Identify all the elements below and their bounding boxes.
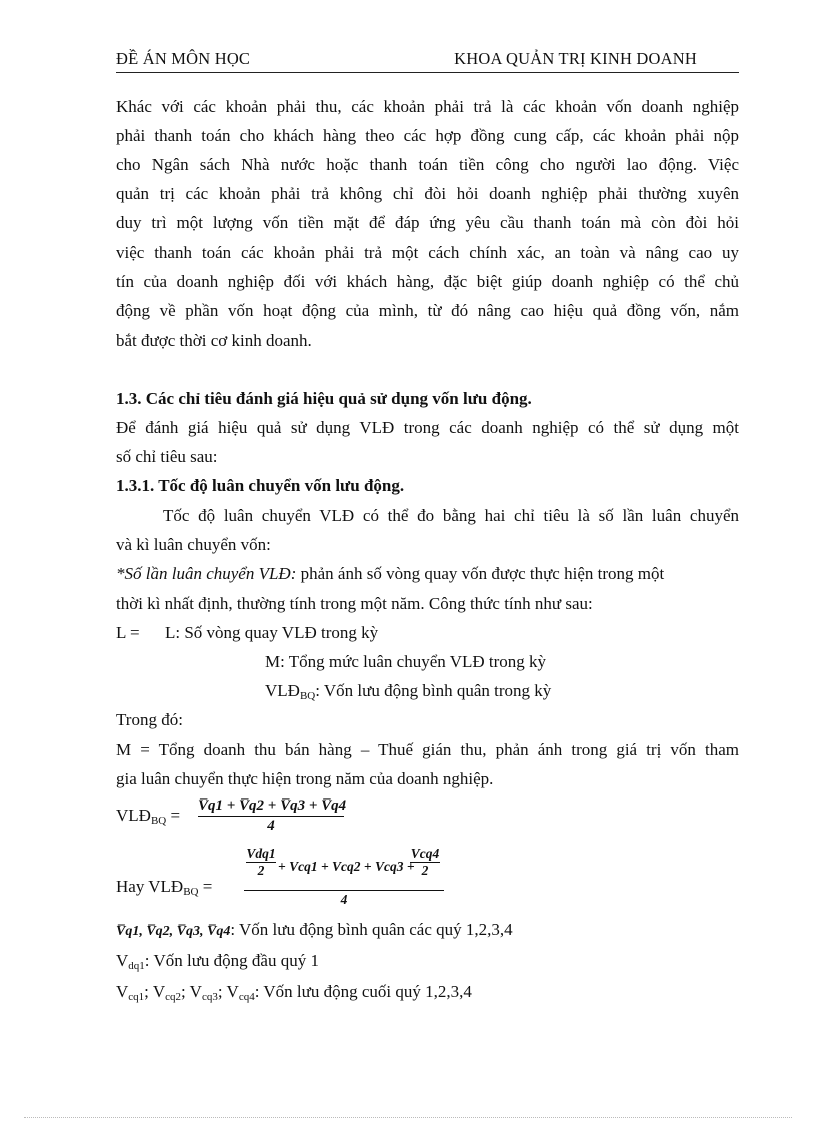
intro-line: cho Ngân sách Nhà nước hoặc thanh toán tiền công cho người lao động. Việc [116, 155, 739, 174]
where-title: Trong đó: [116, 710, 183, 729]
note-symbols: V̅q1, V̅q2, V̅q3, V̅q4 [116, 924, 231, 939]
note-v: ; V [144, 982, 166, 1001]
vld2-eq: = [202, 877, 213, 896]
subsection-heading: 1.3.1. Tốc độ luân chuyển vốn lưu động. [116, 476, 405, 495]
vld-sub: BQ [299, 690, 316, 702]
formula-l-desc: L: Số vòng quay VLĐ trong kỳ [165, 623, 379, 642]
vld-label: VLĐ [265, 681, 300, 700]
page-bottom-divider [24, 1117, 792, 1118]
formula-vld2-lhs [116, 877, 212, 897]
section-heading: 1.3. Các chỉ tiêu đánh giá hiệu quả sử dụng vốn lưu động. [116, 389, 532, 408]
note-sub: cq3 [201, 991, 218, 1003]
vld2-lhs: Hay VLĐ [116, 877, 184, 896]
intro-line: Khác với các khoản phải thu, các khoản phải trả là các khoản vốn doanh nghiệp [116, 97, 739, 116]
vld2-two-right: 2 [421, 863, 429, 878]
note-v: V [116, 982, 129, 1001]
vld1-lhs: VLĐ [116, 806, 151, 825]
intro-line: động về phần vốn hoạt động của mình, từ đó nâng cao hiệu quả đồng vốn, nắm [116, 301, 739, 320]
vld1-eq: = [170, 806, 181, 825]
formula-vld1-lhs [116, 806, 180, 826]
definition-line [116, 564, 739, 584]
intro-line: duy trì một lượng vốn tiền mặt để đáp ứng yêu cầu thanh toán mà còn đòi hỏi [116, 213, 739, 232]
definition-label: *Số lần luân chuyển VLĐ: [116, 564, 297, 583]
formula-vld2-fraction [244, 846, 444, 908]
vld2-inner-frac-left [246, 846, 276, 879]
vld1-denominator: 4 [267, 818, 275, 834]
intro-line: quản trị các khoản phải trả không chỉ đòi hỏi doanh nghiệp phải thường xuyên [116, 184, 739, 203]
vld2-vdq1: Vdq1 [246, 846, 276, 861]
header-left: ĐỀ ÁN MÔN HỌC [116, 49, 251, 68]
vld2-middle-terms: + Vcq1 + Vcq2 + Vcq3 + [278, 859, 415, 874]
vld2-inner-frac-right [410, 846, 440, 879]
intro-line: bắt được thời cơ kinh doanh. [116, 331, 312, 350]
vld2-numerator [244, 846, 444, 891]
page-header [116, 48, 739, 73]
note-v: V [116, 951, 129, 970]
note-opening-capital [116, 951, 319, 971]
header-right: KHOA QUẢN TRỊ KINH DOANH [454, 49, 697, 68]
vld2-two-left: 2 [257, 863, 265, 878]
note-quarterly-average [116, 920, 513, 940]
note-closing-capital [116, 982, 472, 1002]
intro-line: việc thanh toán các khoản phải trả một cách chính xác, an toàn và nâng cao uy [116, 243, 739, 262]
formula-l-lhs: L = [116, 623, 140, 642]
note-sub: dq1 [128, 960, 145, 972]
section-text: Để đánh giá hiệu quả sử dụng VLĐ trong các doanh nghiệp có thể sử dụng một [116, 418, 739, 437]
subsection-text: và kì luân chuyển vốn: [116, 535, 271, 554]
section-text: số chỉ tiêu sau: [116, 447, 218, 466]
vld1-numerator: V̅q1 + V̅q2 + V̅q3 + V̅q4 [198, 798, 344, 817]
note-text: : Vốn lưu động cuối quý 1,2,3,4 [254, 982, 472, 1001]
intro-line: phải thanh toán cho khách hàng theo các hợp đồng cung cấp, các khoản phải nộp [116, 126, 739, 145]
where-m-line: gia luân chuyển thực hiện trong năm của doanh nghiệp. [116, 769, 494, 788]
note-text: : Vốn lưu động bình quân các quý 1,2,3,4 [230, 920, 513, 939]
note-v: ; V [181, 982, 202, 1001]
vld-desc-text: : Vốn lưu động bình quân trong kỳ [315, 681, 552, 700]
note-sub: cq1 [128, 991, 145, 1003]
formula-m-desc: M: Tổng mức luân chuyển VLĐ trong kỳ [265, 652, 547, 671]
vld2-vcq4: Vcq4 [410, 846, 440, 861]
note-text: : Vốn lưu động đầu quý 1 [144, 951, 319, 970]
subsection-text: Tốc độ luân chuyển VLĐ có thể đo bằng hai chỉ tiêu là số lần luân chuyển [163, 506, 739, 525]
definition-text: phản ánh số vòng quay vốn được thực hiện trong một [296, 564, 665, 583]
formula-vld-desc [265, 681, 551, 701]
vld1-sub: BQ [150, 815, 167, 827]
where-m-line: M = Tổng doanh thu bán hàng – Thuế gián thu, phản ánh trong giá trị vốn tham [116, 740, 739, 759]
note-v: ; V [217, 982, 239, 1001]
intro-line: tín của doanh nghiệp đối với khách hàng, đặc biệt giúp doanh nghiệp có thể chủ [116, 272, 739, 291]
vld2-sub: BQ [183, 886, 199, 898]
vld2-denominator: 4 [340, 892, 348, 907]
note-sub: cq4 [238, 991, 255, 1003]
definition-line: thời kì nhất định, thường tính trong một năm. Công thức tính như sau: [116, 594, 593, 613]
formula-vld1-fraction [198, 798, 347, 835]
note-sub: cq2 [165, 991, 182, 1003]
